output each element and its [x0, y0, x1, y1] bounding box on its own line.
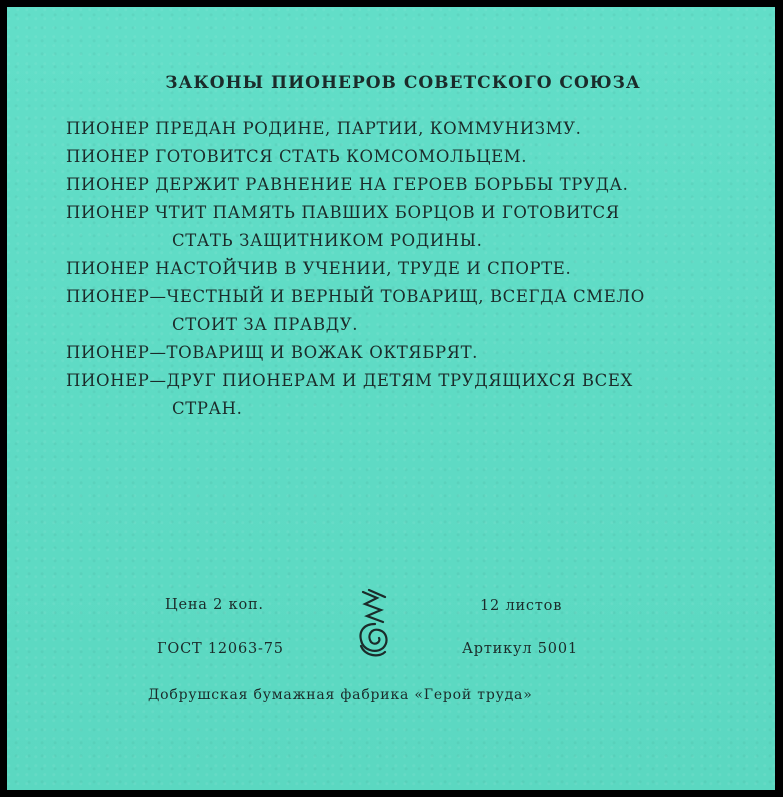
law-item-5	[66, 255, 726, 283]
law-line: ПИОНЕР ДЕРЖИТ РАВНЕНИЕ НА ГЕРОЕВ БОРЬБЫ ТРУДА.	[66, 175, 629, 194]
law-line: ПИОНЕР—ДРУГ ПИОНЕРАМ И ДЕТЯМ ТРУДЯЩИХСЯ ВСЕХ	[66, 371, 633, 390]
law-line: ПИОНЕР—ЧЕСТНЫЙ И ВЕРНЫЙ ТОВАРИЩ, ВСЕГДА СМЕЛО	[66, 287, 645, 306]
sheets-count: 12 листов	[480, 598, 563, 614]
article-number: Артикул 5001	[462, 641, 578, 657]
law-item-8	[66, 367, 726, 423]
page-title: ЗАКОНЫ ПИОНЕРОВ СОВЕТСКОГО СОЮЗА	[165, 73, 641, 93]
law-line-continuation: СТРАН.	[172, 399, 243, 418]
law-item-1	[66, 115, 726, 143]
paper-factory-logo-icon	[355, 588, 395, 660]
law-line: ПИОНЕР—ТОВАРИЩ И ВОЖАК ОКТЯБРЯТ.	[66, 343, 479, 362]
law-line: ПИОНЕР НАСТОЙЧИВ В УЧЕНИИ, ТРУДЕ И СПОРТЕ.	[66, 259, 572, 278]
law-item-3	[66, 171, 726, 199]
law-item-4	[66, 199, 726, 255]
factory-name: Добрушская бумажная фабрика «Герой труда»	[148, 687, 533, 703]
notebook-back-cover	[7, 7, 775, 790]
price-label: Цена 2 коп.	[165, 597, 264, 613]
gost-label: ГОСТ 12063-75	[157, 641, 284, 657]
law-item-2	[66, 143, 726, 171]
law-line-continuation: СТАТЬ ЗАЩИТНИКОМ РОДИНЫ.	[172, 231, 483, 250]
law-item-7	[66, 339, 726, 367]
law-line: ПИОНЕР ГОТОВИТСЯ СТАТЬ КОМСОМОЛЬЦЕМ.	[66, 147, 528, 166]
law-item-6	[66, 283, 726, 339]
laws-list	[66, 115, 726, 423]
law-line: ПИОНЕР ЧТИТ ПАМЯТЬ ПАВШИХ БОРЦОВ И ГОТОВИТСЯ	[66, 203, 620, 222]
law-line: ПИОНЕР ПРЕДАН РОДИНЕ, ПАРТИИ, КОММУНИЗМУ.	[66, 119, 582, 138]
law-line-continuation: СТОИТ ЗА ПРАВДУ.	[172, 315, 359, 334]
